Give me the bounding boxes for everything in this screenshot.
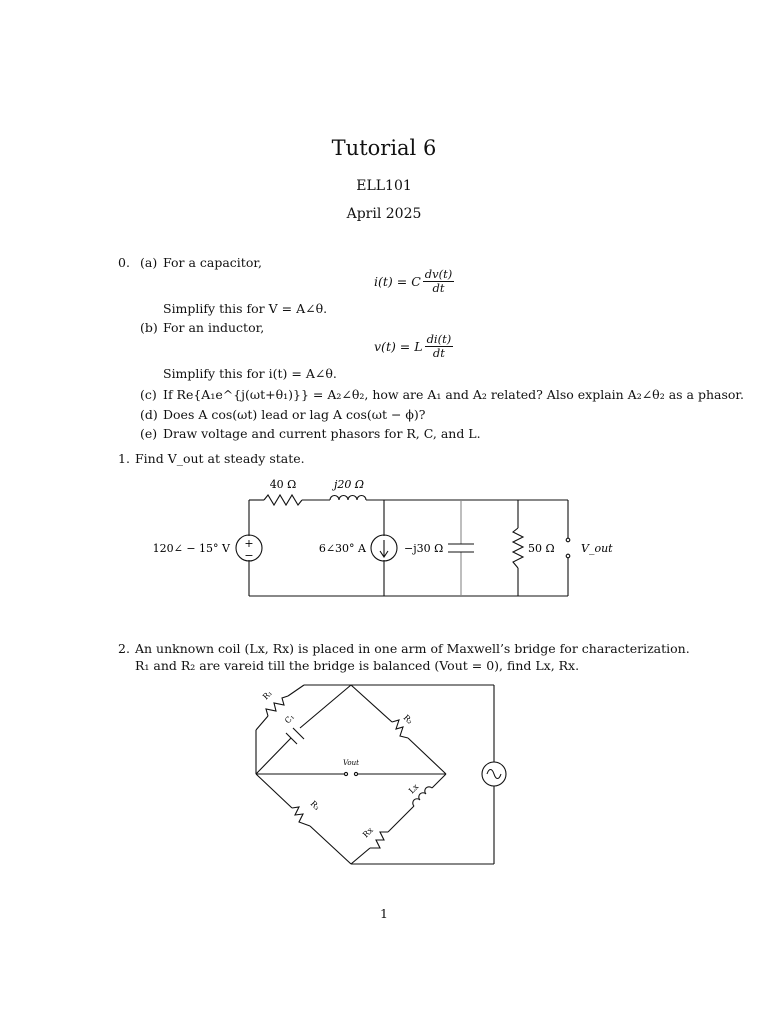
q2-wire-lx bbox=[432, 774, 446, 788]
q2-ac-symbol bbox=[487, 770, 501, 779]
q0d-text: Does A cos(ωt) lead or lag A cos(ωt − ϕ)? bbox=[163, 407, 426, 422]
q0b-eq-fraction bbox=[425, 333, 454, 360]
q0c-label: (c) bbox=[140, 387, 157, 402]
q0b-eq-den: dt bbox=[432, 346, 445, 360]
q0a-text: For a capacitor, bbox=[163, 255, 262, 270]
q0b-eq-num: di(t) bbox=[426, 332, 452, 346]
q1-inductor-j20 bbox=[330, 496, 366, 501]
date: April 2025 bbox=[346, 206, 422, 222]
q0b-equation bbox=[374, 333, 453, 360]
q1-label-cap: −j30 Ω bbox=[404, 542, 444, 555]
page-number: 1 bbox=[380, 906, 388, 921]
q2-line2: R₁ and R₂ are vareid till the bridge is balanced (Vout = 0), find Lx, Rx. bbox=[135, 658, 580, 673]
q1-label-r2: 50 Ω bbox=[528, 542, 555, 555]
q2-wire-lx-rx bbox=[388, 806, 414, 832]
q1-label-minus: − bbox=[244, 549, 254, 562]
q0e-label: (e) bbox=[140, 426, 158, 441]
q1-number: 1. bbox=[118, 451, 130, 466]
q1-label-isrc: 6∠30° A bbox=[318, 542, 366, 555]
q0a-equation bbox=[374, 268, 454, 295]
q1-label-vout: V_out bbox=[581, 542, 613, 555]
q1-text: Find V_out at steady state. bbox=[135, 451, 305, 466]
q2-wire-rx bbox=[351, 848, 370, 864]
q2-vout-terminal-right bbox=[354, 772, 357, 775]
course-code: ELL101 bbox=[356, 178, 412, 194]
q2-label-c1: C₁ bbox=[283, 712, 297, 726]
q0e-text: Draw voltage and current phasors for R, C, and L. bbox=[163, 426, 481, 441]
q1-vout-terminal-bottom bbox=[566, 554, 570, 558]
q2-label-lx: Lx bbox=[407, 782, 421, 796]
q1-label-r1: 40 Ω bbox=[269, 478, 297, 491]
q2-resistor-rx bbox=[370, 832, 388, 848]
q1-label-vsrc: 120∠ − 15° V bbox=[152, 542, 230, 555]
q0b-simplify: Simplify this for i(t) = A∠θ. bbox=[163, 366, 337, 381]
q1-capacitor bbox=[448, 544, 474, 552]
q2-label-r3: R₃ bbox=[308, 799, 322, 812]
q2-number: 2. bbox=[118, 641, 130, 656]
q0a-label: (a) bbox=[140, 255, 158, 270]
q1-circuit-diagram bbox=[0, 470, 768, 610]
q0a-eq-fraction bbox=[423, 268, 454, 295]
q2-line1: An unknown coil (Lx, Rx) is placed in one arm of Maxwell’s bridge for characterization. bbox=[135, 641, 690, 656]
q2-label-vout: Vout bbox=[343, 759, 359, 767]
q0a-eq-lhs: i(t) = C bbox=[374, 274, 421, 289]
q0c-text: If Re{A₁e^{j(ωt+θ₁)}} = A₂∠θ₂, how are A₁ and A₂ related? Also explain A₂∠θ₂ as a phasor. bbox=[163, 387, 744, 402]
q2-label-r2: R₂ bbox=[401, 713, 415, 726]
q2-resistor-r3 bbox=[292, 807, 310, 826]
q0d-label: (d) bbox=[140, 407, 158, 422]
q2-vout-terminal-left bbox=[344, 772, 347, 775]
q1-label-plus: + bbox=[244, 537, 254, 550]
page-title: Tutorial 6 bbox=[331, 136, 437, 160]
q0-number: 0. bbox=[118, 255, 130, 270]
q1-resistor-50 bbox=[513, 528, 523, 568]
q1-resistor-40 bbox=[264, 495, 302, 505]
q0a-eq-num: dv(t) bbox=[424, 267, 453, 281]
q1-vout-terminal-top bbox=[566, 538, 570, 542]
q2-label-rx: Rx bbox=[361, 825, 375, 840]
q0a-eq-den: dt bbox=[432, 281, 445, 295]
q2-bridge-diagram bbox=[0, 676, 768, 876]
q2-capacitor-c1 bbox=[286, 728, 304, 744]
q2-wire-r3 bbox=[256, 774, 351, 864]
q0b-text: For an inductor, bbox=[163, 320, 265, 335]
q0b-eq-lhs: v(t) = L bbox=[374, 339, 423, 354]
q2-wire-r2 bbox=[351, 685, 446, 774]
q2-label-r1: R₁ bbox=[261, 688, 274, 702]
q0b-label: (b) bbox=[140, 320, 158, 335]
q0a-simplify: Simplify this for V = A∠θ. bbox=[163, 301, 328, 316]
q1-label-l1: j20 Ω bbox=[333, 478, 365, 491]
q1-current-arrow bbox=[380, 540, 388, 557]
